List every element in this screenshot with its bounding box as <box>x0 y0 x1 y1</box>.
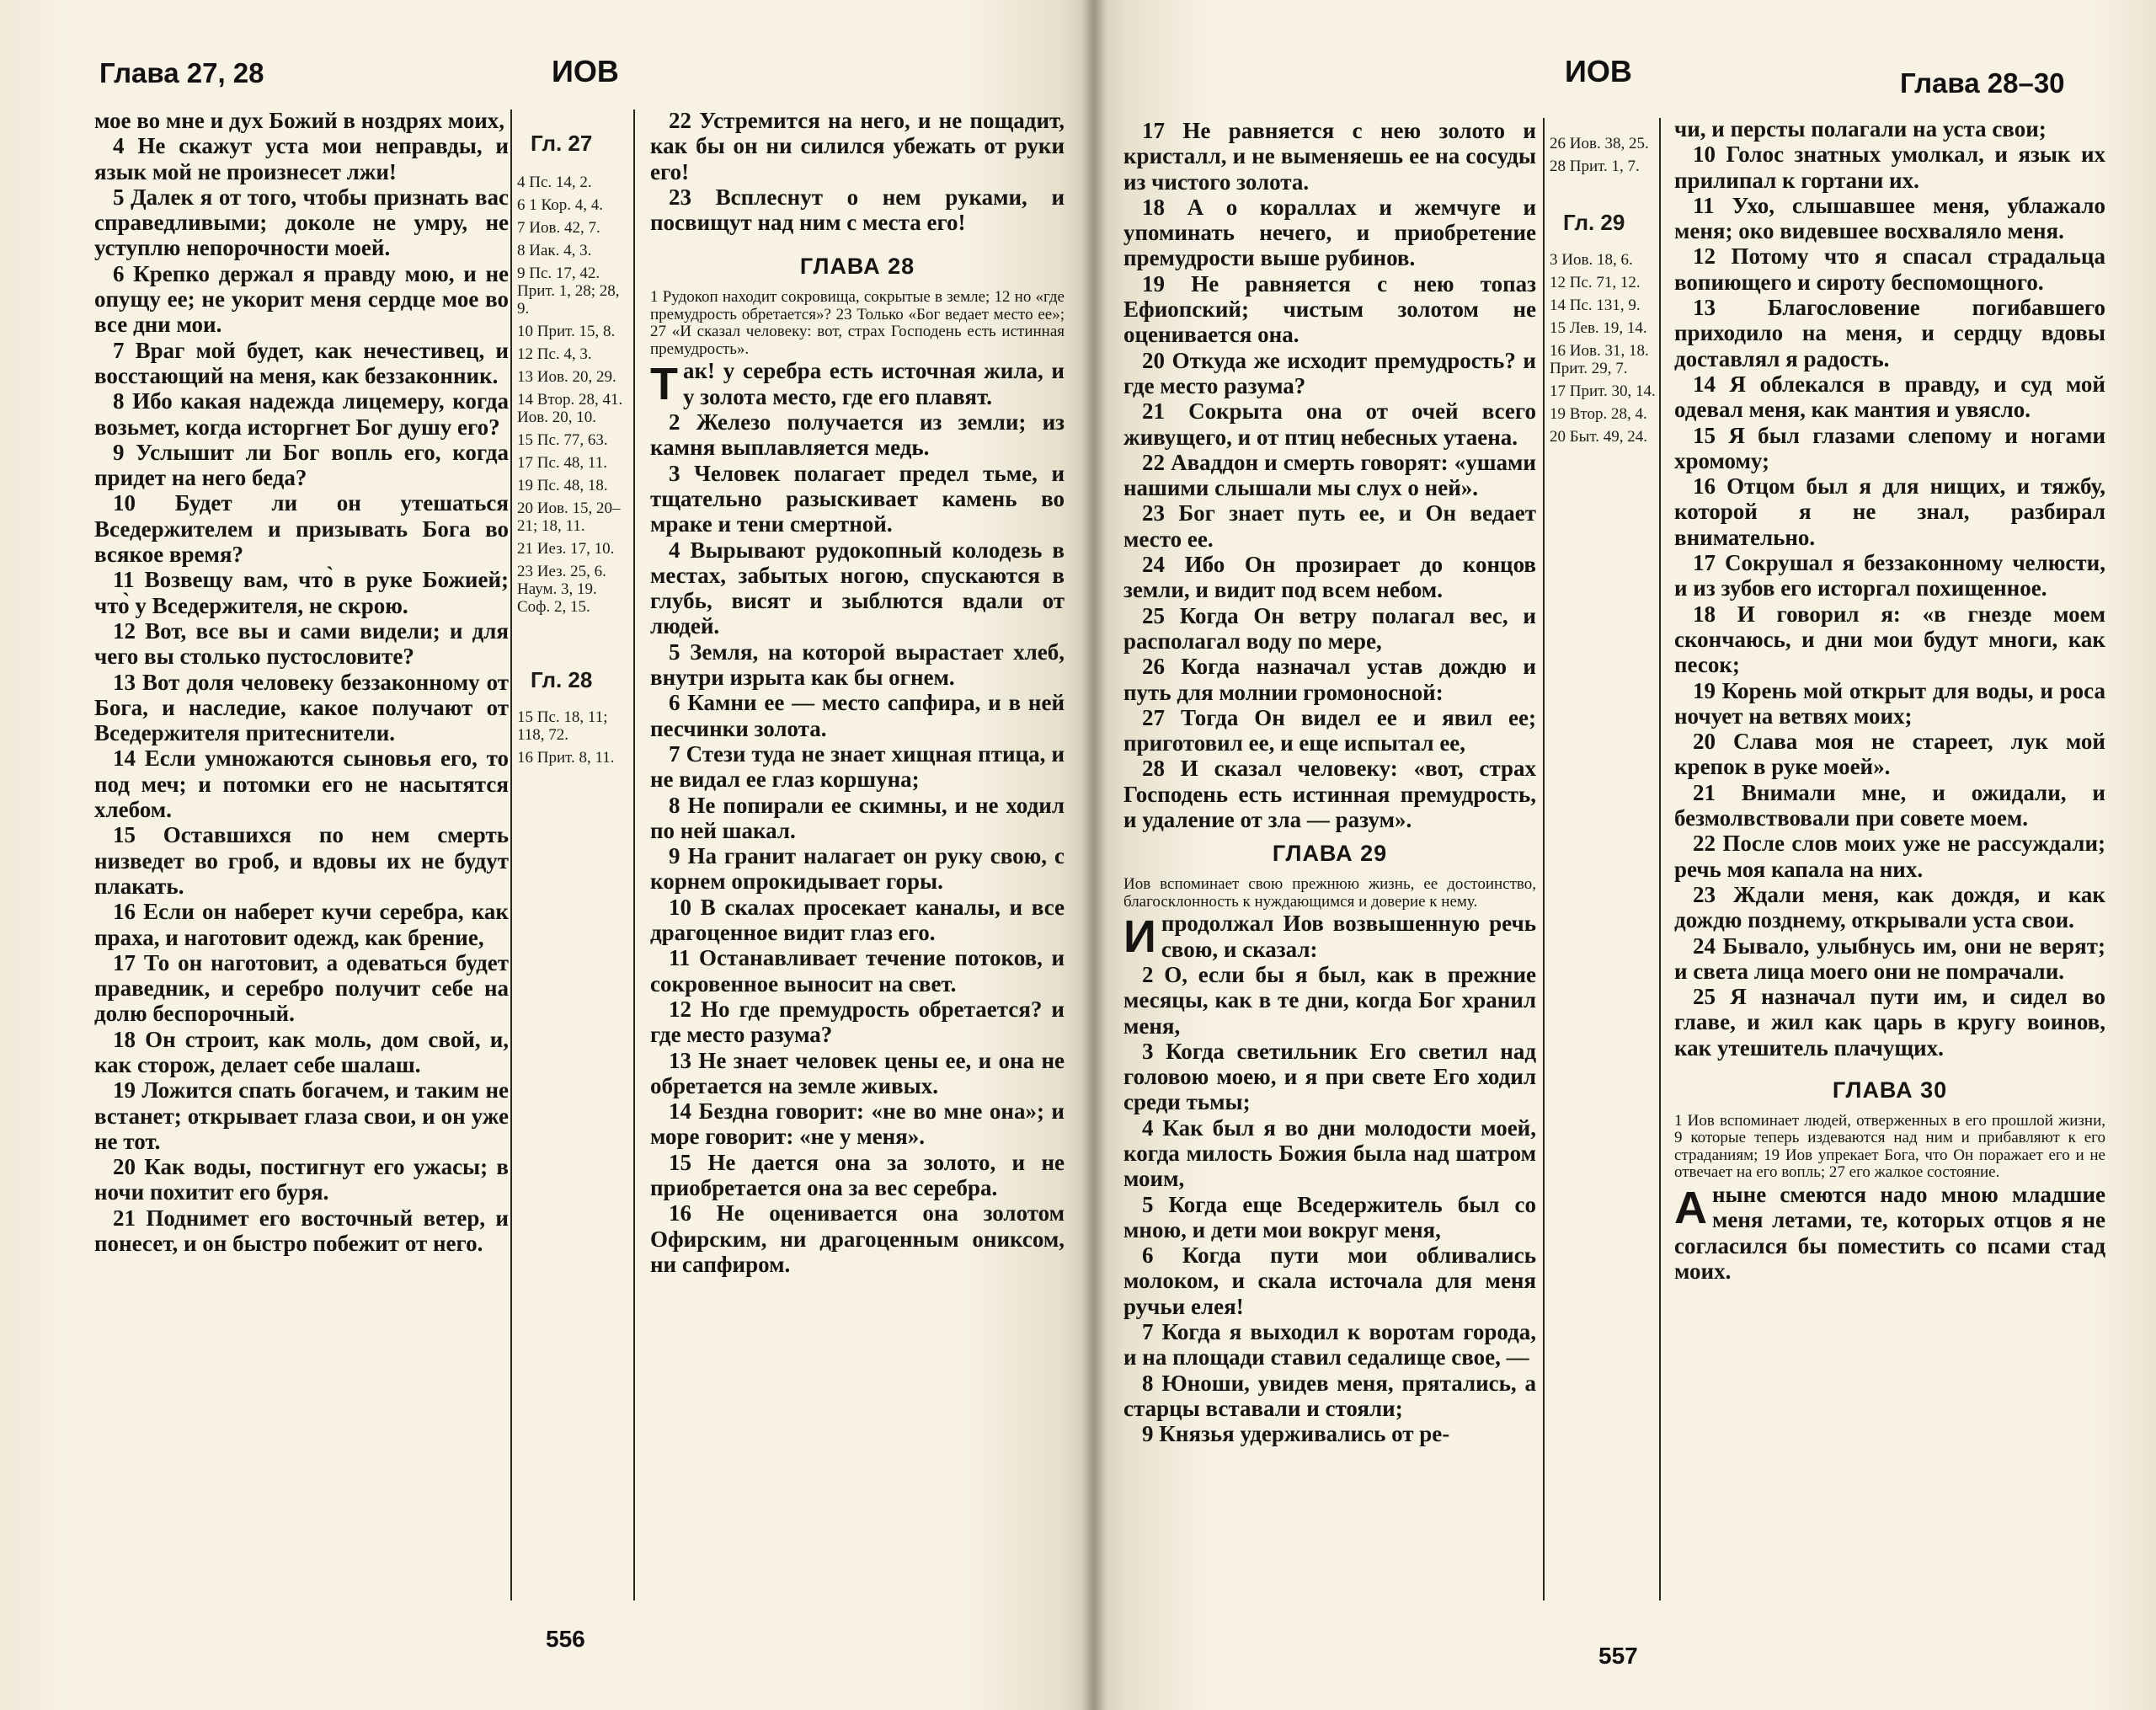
verse: 19 Ложится спать богачем, и таким не встанет; открывает глаза свои, и он уже не тот. <box>94 1077 509 1154</box>
verse: 5 Далек я от того, чтобы признать вас справедливыми; доколе не умру, не уступлю непорочности моей. <box>94 184 509 261</box>
running-head-book: ИОВ <box>1565 54 1632 88</box>
page-number: 557 <box>1598 1643 1638 1669</box>
verse: 16 Если он наберет кучи серебра, как праха, и наготовит одежд, как брение, <box>94 899 509 950</box>
verse: 20 Откуда же исходит премудрость? и где место разума? <box>1123 347 1536 398</box>
cross-reference: 15 Лев. 19, 14. <box>1550 319 1647 337</box>
verse-text: ак! у серебра есть источная жила, и у золота место, где его плавят. <box>683 358 1065 409</box>
verse: 15 Оставшихся по нем смерть низведет во гроб, и вдовы их не будут плакать. <box>94 822 509 899</box>
chapter-first-verse <box>650 358 1065 409</box>
verse: 12 Потому что я спасал страдальца вопиющего и сироту беспомощного. <box>1674 243 2105 295</box>
verse: 14 Я облекался в правду, и суд мой одевал меня, как мантия и увясло. <box>1674 371 2105 423</box>
verse: 17 Сокрушал я беззаконному челюсти, и из зубов его исторгал похищенное. <box>1674 550 2105 601</box>
verse: 19 Корень мой открыт для воды, и роса ночует на ветвях моих; <box>1674 677 2105 729</box>
page-number: 556 <box>546 1626 585 1652</box>
column-rule <box>1543 118 1545 1600</box>
chapter-title: ГЛАВА 30 <box>1832 1077 1948 1103</box>
verse: 16 Не оценивается она золотом Офирским, ни драгоценным ониксом, ни сапфиром. <box>650 1200 1065 1277</box>
refs-chapter-label: Гл. 29 <box>1563 210 1625 235</box>
verse: 14 Бездна говорит: «не во мне она»; и море говорит: «не у меня». <box>650 1098 1065 1150</box>
verse: 11 Возвещу вам, что̀ в руке Божией; что̀ у Вседержителя, не скрою. <box>94 567 509 618</box>
verse: 12 Но где премудрость обретается? и где место разума? <box>650 996 1065 1048</box>
verse: 23 Бог знает путь ее, и Он ведает место ее. <box>1123 500 1536 552</box>
verse: 25 Когда Он ветру полагал вес, и располагал воду по мере, <box>1123 602 1536 654</box>
cross-reference: 14 Втор. 28, 41. Иов. 20, 10. <box>517 391 623 426</box>
verse: 8 Юноши, увидев меня, прятались, а старцы вставали и стояли; <box>1123 1370 1536 1421</box>
cross-references-left <box>517 108 633 1607</box>
drop-cap: А <box>1674 1182 1707 1233</box>
verse: 28 И сказал человеку: «вот, страх Господень есть истинная премудрость, и удаление от зла — разум». <box>1123 756 1536 833</box>
verse: 22 Аваддон и смерть говорят: «ушами нашими слышали мы слух о ней». <box>1123 449 1536 501</box>
verse-text: ныне смеются надо мною младшие меня летами, те, которых отцов я не согласился бы поместить со псами стад моих. <box>1674 1181 2105 1284</box>
verse: 10 Будет ли он утешаться Вседержителем и призывать Бога во всякое время? <box>94 490 509 568</box>
cross-reference: 6 1 Кор. 4, 4. <box>517 196 603 214</box>
drop-cap: И <box>1123 911 1156 963</box>
cross-reference: 16 Иов. 31, 18. Прит. 29, 7. <box>1550 342 1649 377</box>
verse: 26 Когда назначал устав дождю и путь для молнии громоносной: <box>1123 654 1536 705</box>
verse: 19 Не равняется с нею топаз Ефиопский; чистым золотом не оценивается она. <box>1123 270 1536 348</box>
verse: 12 Вот, все вы и сами видели; и для чего вы столько пустословите? <box>94 617 509 670</box>
cross-reference: 15 Пс. 18, 11; 118, 72. <box>517 708 608 744</box>
cross-reference: 9 Пс. 17, 42. Прит. 1, 28; 28, 9. <box>517 265 620 318</box>
cross-reference: 17 Пс. 48, 11. <box>517 454 607 472</box>
verse: 13 Вот доля человеку беззаконному от Бога, и наследие, какое получают от Вседержителя притеснители. <box>94 669 509 746</box>
verse: 18 Он строит, как моль, дом свой, и, как сторож, делает себе шалаш. <box>94 1026 509 1077</box>
column-rule <box>510 110 512 1600</box>
cross-reference: 20 Быт. 49, 24. <box>1550 428 1648 446</box>
left-col-1 <box>94 108 509 1616</box>
verse: 7 Когда я выходил к воротам города, и на площади ставил седалище свое, — <box>1123 1319 1536 1371</box>
cross-reference: 8 Иак. 4, 3. <box>517 242 592 259</box>
verse: 7 Стези туда не знает хищная птица, и не видал ее глаз коршуна; <box>650 740 1065 793</box>
verse: 2 О, если бы я был, как в прежние месяцы, как в те дни, когда Бог хранил меня, <box>1123 961 1536 1039</box>
verse: 4 Не скажут уста мои неправды, и язык мой не произнесет лжи! <box>94 133 509 184</box>
verse: 24 Ибо Он прозирает до концов земли, и видит под всем небом. <box>1123 552 1536 603</box>
verse: 4 Как был я во дни молодости моей, когда милость Божия была над шатром моим, <box>1123 1114 1536 1192</box>
chapter-first-verse <box>1123 911 1536 962</box>
verse: 24 Бывало, улыбнусь им, они не верят; и света лица моего они не помрачали. <box>1674 932 2105 984</box>
chapter-title: ГЛАВА 28 <box>799 254 915 280</box>
verse: 21 Поднимет его восточный ветер, и понесет, и он быстро побежит от него. <box>94 1205 509 1257</box>
verse: 9 Услышит ли Бог вопль его, когда придет на него беда? <box>94 439 509 491</box>
cross-reference: 26 Иов. 38, 25. <box>1550 135 1649 152</box>
cross-reference: 14 Пс. 131, 9. <box>1550 297 1641 314</box>
verse: 2 Железо получается из земли; из камня выплавляется медь. <box>650 409 1065 461</box>
cross-reference: 3 Иов. 18, 6. <box>1550 251 1633 269</box>
verse: 23 Всплеснут о нем руками, и посвищут над ним с места его! <box>650 184 1065 236</box>
verse: 18 А о кораллах и жемчуге и упоминать нечего, и приобретение премудрости выше рубинов. <box>1123 194 1536 271</box>
column-rule <box>1659 118 1661 1600</box>
cross-reference: 16 Прит. 8, 11. <box>517 749 615 767</box>
right-col-2 <box>1674 116 2105 1624</box>
cross-reference: 23 Иез. 25, 6. Наум. 3, 19. Соф. 2, 15. <box>517 563 606 616</box>
verse: 22 После слов моих уже не рассуждали; речь моя капала на них. <box>1674 831 2105 882</box>
refs-chapter-label: Гл. 28 <box>531 667 593 692</box>
book-gutter <box>1081 0 1107 1710</box>
running-head-chapter: Глава 28–30 <box>1900 67 2065 99</box>
verse: 15 Я был глазами слепому и ногами хромому; <box>1674 422 2105 473</box>
cross-reference: 4 Пс. 14, 2. <box>517 174 592 191</box>
cross-reference: 13 Иов. 20, 29. <box>517 368 616 386</box>
verse: 4 Вырывают рудокопный колодезь в местах, забытых ногою, спускаются в глубь, висят и зыблются вдали от людей. <box>650 537 1065 639</box>
chapter-summary: 1 Рудокоп находит сокровища, сокрытые в земле; 12 но «где премудрость обретается»? 23 Только «Бог ведает место ее»; 27 «И сказал человеку: вот, страх Господень есть истинная премудрость». <box>650 288 1065 358</box>
cross-reference: 12 Пс. 4, 3. <box>517 345 592 363</box>
verse: 6 Крепко держал я правду мою, и не опущу ее; не укорит меня сердце мое во все дни мои. <box>94 260 509 338</box>
verse: 5 Когда еще Вседержитель был со мною, и дети мои вокруг меня, <box>1123 1191 1536 1242</box>
verse: 10 В скалах просекает каналы, и все драгоценное видит глаз его. <box>650 894 1065 946</box>
verse: 21 Сокрыта она от очей всего живущего, и от птиц небесных утаена. <box>1123 398 1536 450</box>
verse: 16 Отцом был я для нищих, и тяжбу, которой я не знал, разбирал внимательно. <box>1674 473 2105 550</box>
verse: 23 Ждали меня, как дождя, и как дождю позднему, открывали уста свои. <box>1674 881 2105 933</box>
verse: 20 Как воды, постигнут его ужасы; в ночи похитит его буря. <box>94 1154 509 1205</box>
cross-reference: 28 Прит. 1, 7. <box>1550 158 1640 175</box>
cross-reference: 19 Пс. 48, 18. <box>517 477 608 494</box>
chapter-summary: Иов вспоминает свою прежнюю жизнь, ее достоинство, благосклонность к нуждающимся и доверие к нему. <box>1123 875 1536 911</box>
cross-reference: 17 Прит. 30, 14. <box>1550 382 1656 400</box>
verse: 9 Князья удерживались от ре- <box>1142 1421 1450 1447</box>
cross-reference: 15 Пс. 77, 63. <box>517 431 608 449</box>
verse: 17 Не равняется с нею золото и кристалл, и не выменяешь ее на сосуды из чистого золота. <box>1123 118 1536 195</box>
cross-reference: 10 Прит. 15, 8. <box>517 323 616 340</box>
verse: 18 И говорил я: «в гнезде моем скончаюсь, и дни мои будут многи, как песок; <box>1674 601 2105 678</box>
verse: 21 Внимали мне, и ожидали, и безмолвствовали при совете моем. <box>1674 779 2105 831</box>
verse: 17 То он наготовит, а одеваться будет праведник, и серебро получит себе на долю беспорочный. <box>94 949 509 1027</box>
verse: 15 Не дается она за золото, и не приобретается она за вес серебра. <box>650 1149 1065 1200</box>
right-page <box>1093 0 2156 1710</box>
verse: 22 Устремится на него, и не пощадит, как бы он ни силился убежать от руки его! <box>650 108 1065 184</box>
verse: 7 Враг мой будет, как нечестивец, и восстающий на меня, как беззаконник. <box>94 337 509 388</box>
cross-reference: 19 Втор. 28, 4. <box>1550 405 1647 423</box>
verse: 3 Когда светильник Его светил над головою моею, и я при свете Его ходил среди тьмы; <box>1123 1038 1536 1115</box>
chapter-summary: 1 Иов вспоминает людей, отверженных в его прошлой жизни, 9 которые теперь издеваются над ним и прибавляют к его страданиям; 19 Иов упрекает Бога, что Он поражает его и не отвечает на его вопль; 27 его жалкое состояние. <box>1674 1111 2105 1182</box>
cross-reference: 20 Иов. 15, 20–21; 18, 11. <box>517 500 621 535</box>
verse: 8 Не попирали ее скимны, и не ходил по ней шакал. <box>650 792 1065 843</box>
drop-cap: Т <box>650 359 678 410</box>
verse: 25 Я назначал пути им, и сидел во главе, и жил как царь в кругу воинов, как утешитель плачущих. <box>1674 984 2105 1061</box>
verse: 5 Земля, на которой вырастает хлеб, внутри изрыта как бы огнем. <box>650 639 1065 691</box>
chapter-first-verse <box>1674 1182 2105 1284</box>
verse: чи, и персты полагали на уста свои; <box>1674 116 2047 142</box>
verse: 14 Если умножаются сыновья его, то под меч; и потомки его не насытятся хлебом. <box>94 745 509 823</box>
verse: 3 Человек полагает предел тьме, и тщательно разыскивает камень во мраке и тени смертной. <box>650 460 1065 537</box>
verse: 13 Не знает человек цены ее, и она не обретается на земле живых. <box>650 1047 1065 1098</box>
refs-chapter-label: Гл. 27 <box>531 131 593 156</box>
cross-references-right <box>1550 135 1657 1634</box>
verse: 11 Ухо, слышавшее меня, ублажало меня; око видевшее восхваляло меня. <box>1674 192 2105 244</box>
cross-reference: 12 Пс. 71, 12. <box>1550 274 1641 291</box>
verse: 27 Тогда Он видел ее и явил ее; приготовил ее, и еще испытал ее, <box>1123 704 1536 756</box>
verse: 8 Ибо какая надежда лицемеру, когда возьмет, когда исторгнет Бог душу его? <box>94 388 509 440</box>
running-head-chapter: Глава 27, 28 <box>99 57 264 88</box>
verse: 6 Когда пути мои обливались молоком, и скала источала для меня ручьи елея! <box>1123 1242 1536 1319</box>
right-col-1 <box>1123 118 1536 1626</box>
cross-reference: 21 Иез. 17, 10. <box>517 540 615 558</box>
verse: мое во мне и дух Божий в ноздрях моих, <box>94 108 505 133</box>
chapter-title: ГЛАВА 29 <box>1272 841 1388 867</box>
verse: 20 Слава моя не стареет, лук мой крепок в руке моей». <box>1674 729 2105 780</box>
verse: 13 Благословение погибавшего приходило на меня, и сердцу вдовы доставлял я радость. <box>1674 295 2105 371</box>
column-rule <box>633 110 635 1600</box>
cross-reference: 7 Иов. 42, 7. <box>517 219 600 237</box>
verse: 10 Голос знатных умолкал, и язык их прилипал к гортани их. <box>1674 142 2105 193</box>
verse: 11 Останавливает течение потоков, и сокровенное выносит на свет. <box>650 945 1065 997</box>
verse: 9 На гранит налагает он руку свою, с корнем опрокидывает горы. <box>650 843 1065 895</box>
running-head-book: ИОВ <box>552 54 619 88</box>
verse: 6 Камни ее — место сапфира, и в ней песчинки золота. <box>650 690 1065 741</box>
left-col-2 <box>650 108 1065 1616</box>
verse-text: продолжал Иов возвышенную речь свою, и сказал: <box>1161 911 1536 962</box>
